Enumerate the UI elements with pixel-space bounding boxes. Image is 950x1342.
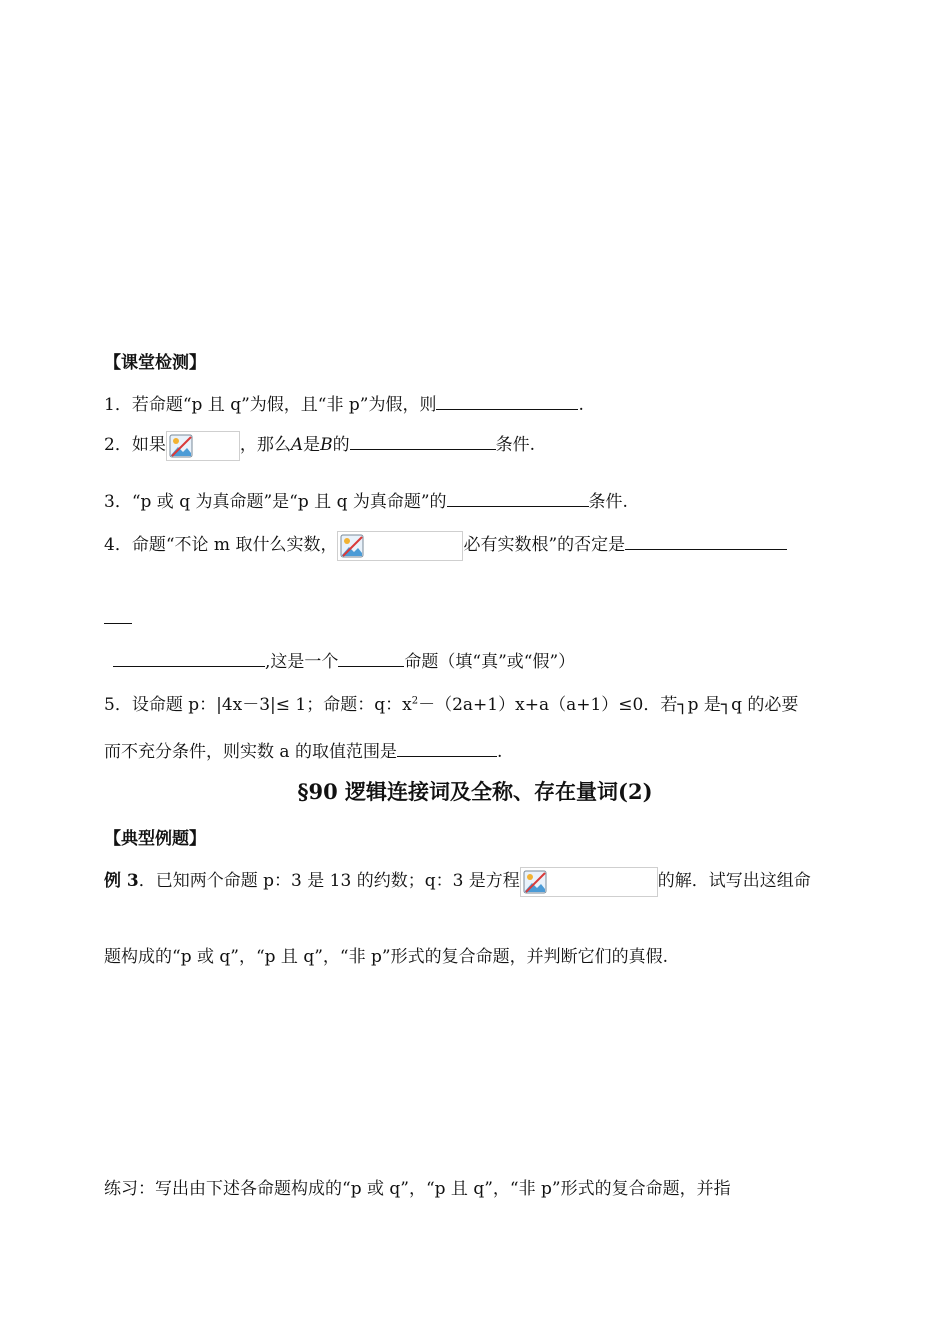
question-text: 条件.	[495, 435, 536, 455]
question-5	[104, 690, 798, 715]
question-2	[104, 430, 535, 461]
answer-blank[interactable]	[338, 650, 404, 667]
answer-blank[interactable]	[625, 533, 787, 550]
section-heading-typical-examples: 【典型例题】	[104, 829, 206, 849]
question-text: 命题“不论 m 取什么实数，	[131, 535, 338, 555]
answer-blank-continuation[interactable]	[104, 623, 132, 624]
question-text: 命题（填“真”或“假”）	[404, 652, 576, 672]
question-4-line-2	[113, 647, 575, 672]
question-3	[104, 487, 628, 512]
example-text: 的解．试写出这组命	[657, 871, 811, 891]
period: .	[496, 742, 503, 762]
section-title: §90 逻辑连接词及全称、存在量词(2)	[297, 779, 653, 804]
question-number: 5．	[104, 695, 132, 715]
question-text: 而不充分条件，则实数 a 的取值范围是	[104, 742, 397, 762]
answer-blank[interactable]	[436, 393, 578, 410]
period: .	[578, 395, 584, 415]
formula-image-placeholder	[337, 531, 463, 561]
answer-blank[interactable]	[397, 740, 497, 757]
answer-blank[interactable]	[447, 490, 589, 507]
question-4	[104, 530, 787, 561]
question-text: ,这是一个	[265, 652, 339, 672]
question-text: 设命题 p：|4x－3|≤ 1；命题：q：x	[131, 695, 412, 715]
question-5-line-2	[104, 737, 502, 762]
question-number: 1．	[104, 395, 132, 415]
exercise-text: 练习：写出由下述各命题构成的“p 或 q”，“p 且 q”，“非 p”形式的复合命题，并指	[104, 1179, 731, 1199]
example-3	[104, 866, 811, 897]
broken-image-icon	[340, 534, 364, 558]
answer-blank[interactable]	[113, 650, 265, 667]
question-text: －（2a+1）x+a（a+1）≤0．若┐p 是┐q 的必要	[418, 695, 799, 715]
question-1	[104, 390, 584, 415]
question-text: 如果	[131, 435, 166, 455]
question-text: ，那么	[239, 435, 291, 455]
question-text: 的	[332, 435, 350, 455]
answer-blank[interactable]	[350, 433, 496, 450]
broken-image-icon	[169, 434, 193, 458]
question-text: 是	[303, 435, 321, 455]
broken-image-icon	[523, 870, 547, 894]
formula-image-placeholder	[166, 431, 240, 461]
example-label: 例 3	[104, 871, 139, 891]
section-heading-classroom-check: 【课堂检测】	[104, 353, 206, 373]
question-number: 4．	[104, 535, 132, 555]
example-3-line-2: 题构成的“p 或 q”，“p 且 q”，“非 p”形式的复合命题，并判断它们的真假.	[104, 947, 668, 967]
variable-b: B	[320, 435, 333, 455]
example-text: ．已知两个命题 p：3 是 13 的约数；q：3 是方程	[138, 871, 520, 891]
variable-a: A	[290, 435, 304, 455]
question-text: 若命题“p 且 q”为假，且“非 p”为假，则	[131, 395, 437, 415]
question-text: “p 或 q 为真命题”是“p 且 q 为真命题”的	[131, 492, 447, 512]
question-number: 2．	[104, 435, 132, 455]
question-text: 条件.	[588, 492, 628, 512]
exponent: 2	[411, 695, 419, 707]
question-number: 3．	[104, 492, 132, 512]
question-text: 必有实数根”的否定是	[463, 535, 626, 555]
formula-image-placeholder	[520, 867, 658, 897]
